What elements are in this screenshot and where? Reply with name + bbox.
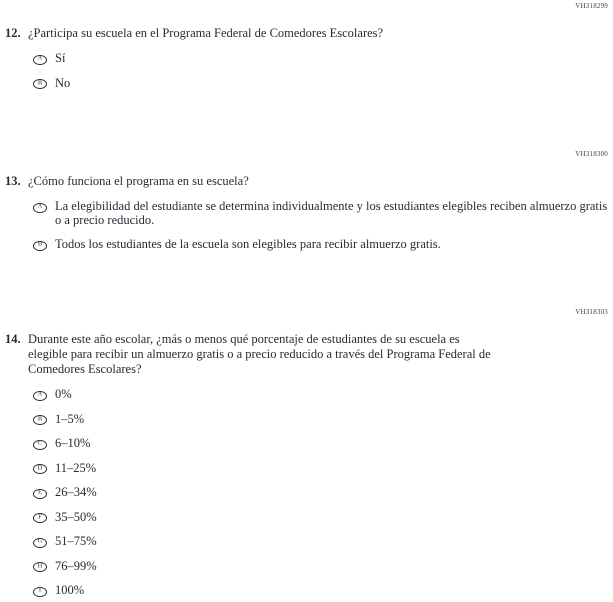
answer-letter: G — [37, 537, 43, 545]
answer-option-label: Sí — [55, 51, 66, 65]
answer-option-label: 35–50% — [55, 509, 97, 524]
answer-option-label: 26–34% — [55, 485, 97, 499]
item-code: VH318299 — [575, 2, 608, 10]
answer-oval-icon[interactable] — [33, 440, 47, 450]
answer-option[interactable] — [33, 413, 610, 427]
answer-letter: A — [37, 54, 43, 62]
answer-option[interactable] — [33, 238, 610, 252]
question-text: ¿Participa su escuela en el Programa Federal de Comedores Escolares? — [28, 26, 384, 40]
answer-option-label: 51–75% — [55, 534, 97, 548]
answer-option-label: 100% — [55, 583, 85, 597]
answer-option[interactable] — [33, 462, 610, 476]
question-number: 12. — [5, 26, 21, 40]
question-row — [5, 332, 610, 377]
answer-oval-icon[interactable] — [33, 79, 47, 89]
question-text: Durante este año escolar, ¿más o menos qué porcentaje de estudiantes de su escuela es elegible para recibir un almuerzo gratis o a precio reducido a través del Programa Federal de Comedores Escolares? — [28, 332, 491, 376]
answer-oval-icon[interactable] — [33, 464, 47, 474]
answer-option[interactable] — [33, 511, 610, 525]
answer-oval-icon[interactable] — [33, 587, 47, 597]
answer-oval-icon[interactable] — [33, 241, 47, 251]
options-list — [5, 52, 610, 90]
answer-letter: E — [38, 488, 42, 496]
answer-option[interactable] — [33, 388, 610, 402]
answer-oval-icon[interactable] — [33, 203, 47, 213]
answer-letter: B — [37, 415, 43, 423]
question-row — [5, 174, 610, 189]
answer-letter: B — [37, 79, 43, 87]
answer-option[interactable] — [33, 535, 610, 549]
question-row — [5, 26, 610, 41]
answer-option-label: No — [55, 75, 71, 90]
answer-oval-icon[interactable] — [33, 513, 47, 523]
options-list — [5, 388, 610, 598]
answer-option-label: La elegibilidad del estudiante se determina individualmente y los estudiantes elegibles reciben almuerzo gratis o a precio reducido. — [55, 199, 608, 227]
answer-oval-icon[interactable] — [33, 538, 47, 548]
answer-option-label: 1–5% — [55, 411, 85, 426]
answer-option[interactable] — [33, 437, 610, 451]
answer-oval-icon[interactable] — [33, 415, 47, 425]
answer-letter: I — [38, 586, 42, 594]
answer-option[interactable] — [33, 560, 610, 574]
answer-letter: B — [37, 240, 43, 248]
question-block — [0, 308, 613, 598]
item-code: VH318303 — [575, 308, 608, 316]
answer-option-label: Todos los estudiantes de la escuela son elegibles para recibir almuerzo gratis. — [55, 237, 441, 251]
answer-letter: A — [37, 390, 43, 398]
answer-option-label: 11–25% — [55, 460, 97, 475]
answer-oval-icon[interactable] — [33, 489, 47, 499]
answer-letter: C — [37, 439, 43, 447]
answer-oval-icon[interactable] — [33, 55, 47, 65]
answer-oval-icon[interactable] — [33, 562, 47, 572]
question-text: ¿Cómo funciona el programa en su escuela? — [28, 174, 249, 188]
item-code: VH318300 — [575, 150, 608, 158]
answer-letter: A — [37, 202, 43, 210]
question-number: 13. — [5, 174, 21, 188]
answer-option[interactable] — [33, 200, 610, 227]
question-block — [0, 150, 613, 252]
answer-option[interactable] — [33, 52, 610, 66]
answer-letter: H — [37, 562, 43, 570]
answer-option-label: 0% — [55, 387, 72, 401]
answer-oval-icon[interactable] — [33, 391, 47, 401]
answer-option[interactable] — [33, 77, 610, 91]
answer-option-label: 76–99% — [55, 558, 97, 573]
answer-letter: F — [38, 513, 42, 521]
options-list — [5, 200, 610, 252]
question-block — [0, 2, 613, 90]
question-number: 14. — [5, 332, 21, 346]
answer-option[interactable] — [33, 486, 610, 500]
answer-option-label: 6–10% — [55, 436, 91, 450]
answer-option[interactable] — [33, 584, 610, 598]
answer-letter: D — [37, 464, 43, 472]
